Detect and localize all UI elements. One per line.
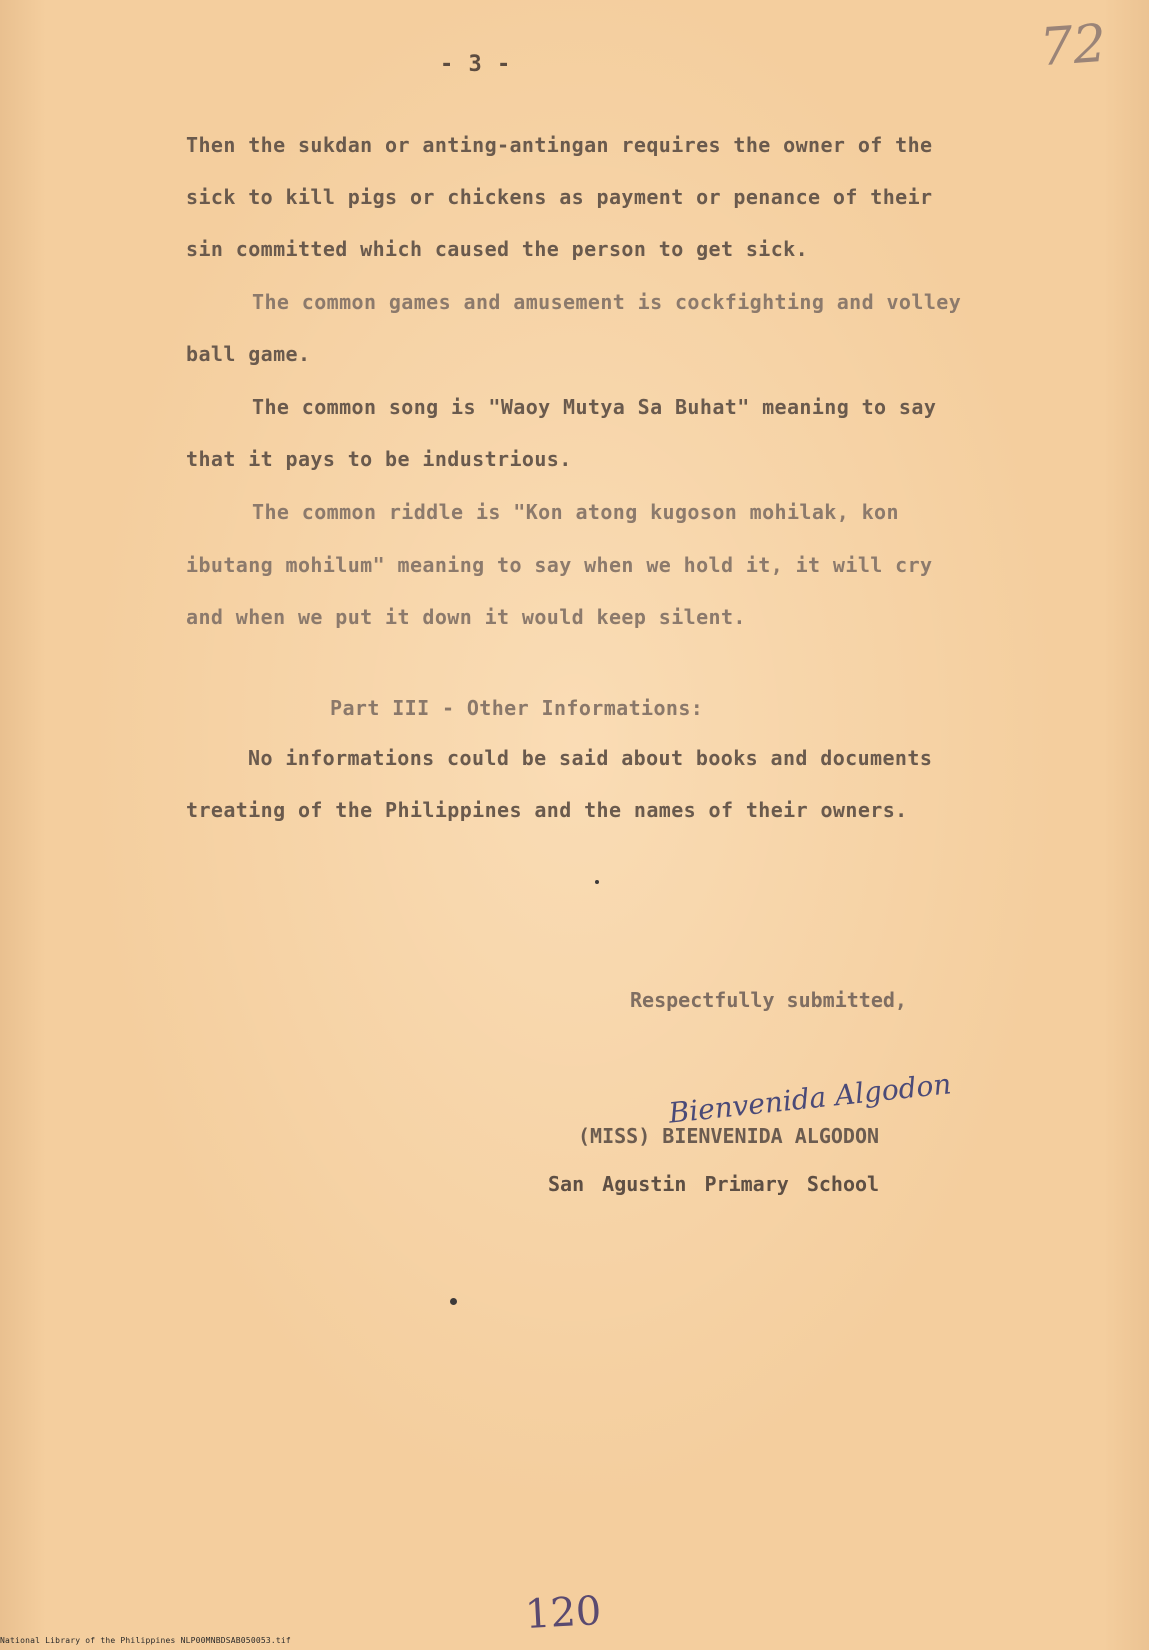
- handwritten-number: 120: [523, 1588, 603, 1638]
- ink-dot: [595, 880, 599, 884]
- part3-line-2: treating of the Philippines and the names of their owners.: [186, 798, 908, 822]
- body-line-5: ball game.: [186, 342, 311, 366]
- body-line-2: sick to kill pigs or chickens as payment or penance of their: [186, 185, 933, 209]
- archive-number: 72: [1037, 13, 1109, 79]
- signature: Bienvenida Algodon: [667, 1067, 953, 1130]
- part3-line-1: No informations could be said about books and documents: [248, 746, 933, 770]
- body-line-9: ibutang mohilum" meaning to say when we hold it, it will cry: [186, 553, 933, 577]
- footer-credit: National Library of the Philippines NLP00MNBDSAB050053.tif: [0, 1636, 291, 1645]
- part3-heading: Part III - Other Informations:: [330, 696, 704, 720]
- body-line-4: The common games and amusement is cockfighting and volley: [252, 290, 962, 314]
- school-name: San Agustin Primary School: [548, 1172, 880, 1196]
- closing-valediction: Respectfully submitted,: [630, 988, 907, 1012]
- body-line-8: The common riddle is "Kon atong kugoson mohilak, kon: [252, 500, 899, 524]
- body-line-7: that it pays to be industrious.: [186, 447, 572, 471]
- body-line-3: sin committed which caused the person to get sick.: [186, 237, 809, 261]
- ink-dot: [450, 1298, 457, 1305]
- page-number: - 3 -: [440, 52, 512, 77]
- signatory-name: (MISS) BIENVENIDA ALGODON: [578, 1124, 880, 1148]
- body-line-10: and when we put it down it would keep silent.: [186, 605, 746, 629]
- body-line-6: The common song is "Waoy Mutya Sa Buhat" meaning to say: [252, 395, 937, 419]
- body-line-1: Then the sukdan or anting-antingan requires the owner of the: [186, 133, 933, 157]
